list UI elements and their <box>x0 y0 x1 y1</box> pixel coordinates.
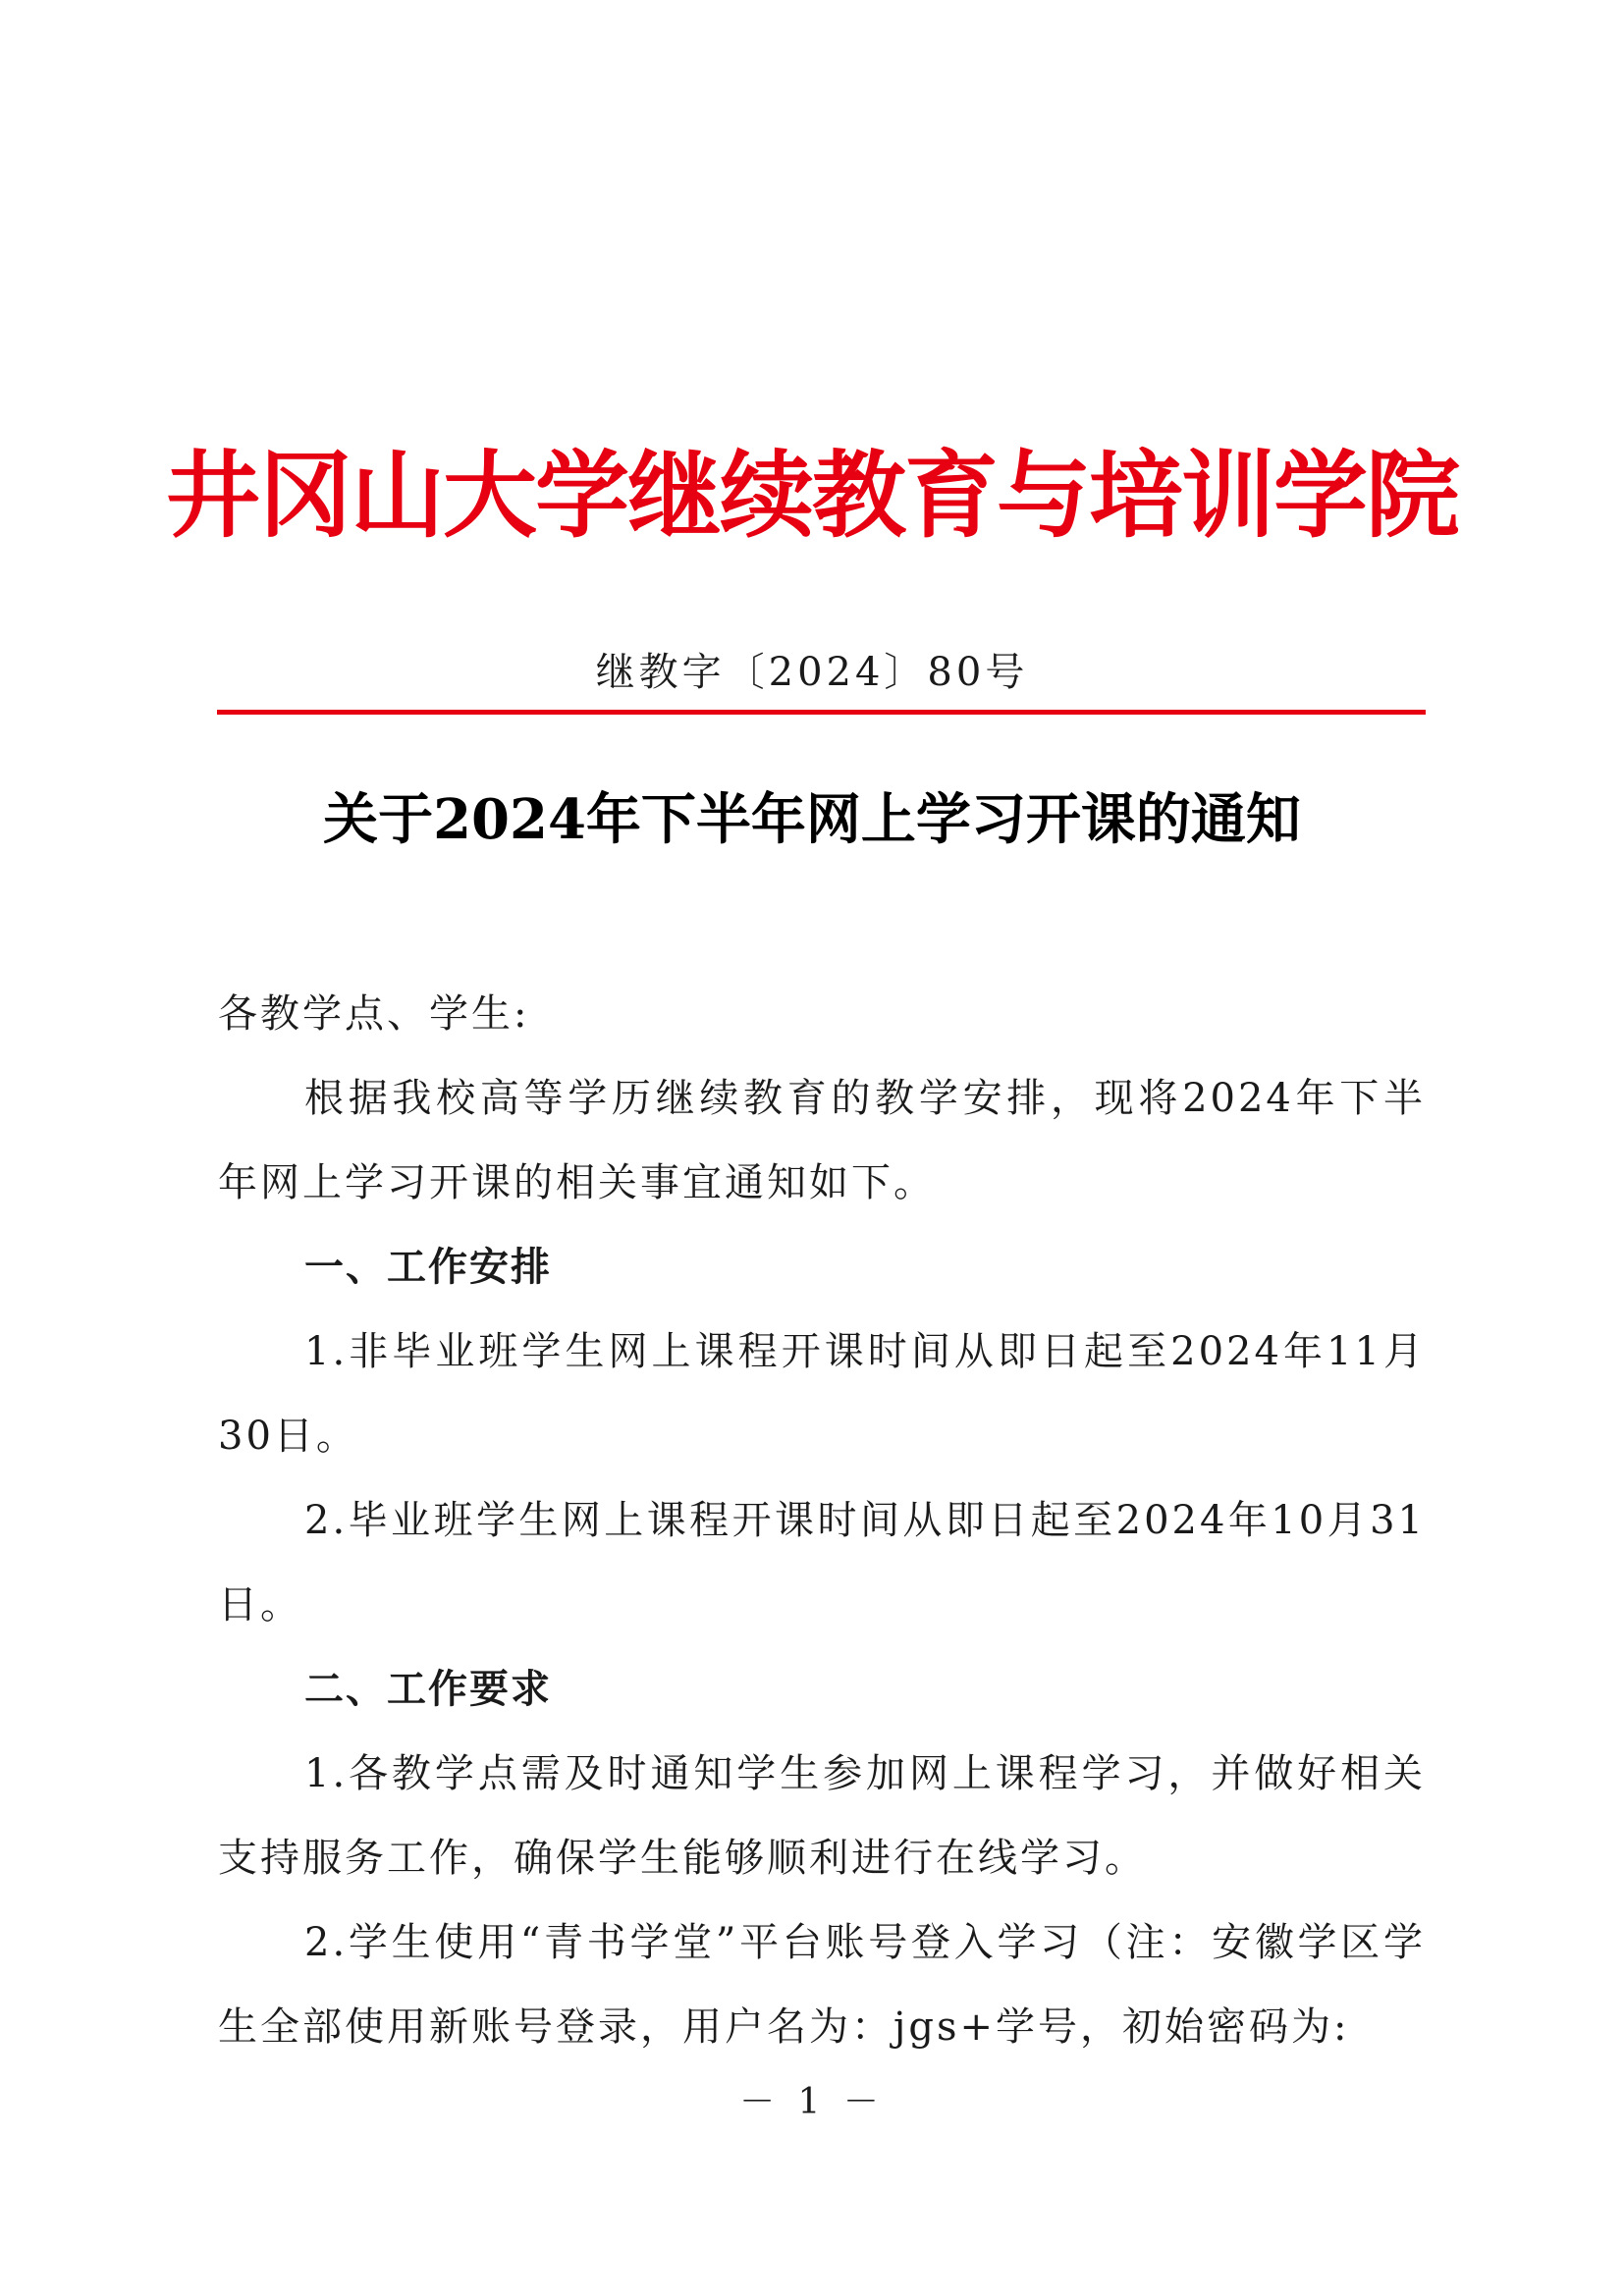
document-number: 继教字〔2024〕80号 <box>595 650 1029 695</box>
salutation: 各教学点、学生: <box>218 991 530 1037</box>
section-heading-work-arrangement: 一、工作安排 <box>304 1245 552 1290</box>
arrangement-item-1: 1.非毕业班学生网上课程开课时间从即日起至2024年11月30日。 <box>218 1329 1426 1459</box>
arrangement-item-2: 2.毕业班学生网上课程开课时间从即日起至2024年10月31日。 <box>218 1498 1426 1628</box>
page-number: － 1 － <box>739 2082 885 2122</box>
intro-paragraph: 根据我校高等学历继续教育的教学安排，现将2024年下半年网上学习开课的相关事宜通知如下。 <box>218 1076 1426 1205</box>
requirement-item-2: 2.学生使用“青书学堂”平台账号登入学习（注：安徽学区学生全部使用新账号登录，用户名为：jgs+学号，初始密码为: <box>218 1920 1426 2050</box>
section-heading-work-requirements: 二、工作要求 <box>304 1667 552 1712</box>
requirement-item-1: 1.各教学点需及时通知学生参加网上课程学习，并做好相关支持服务工作，确保学生能够顺利进行在线学习。 <box>218 1751 1426 1881</box>
red-divider-line <box>217 710 1426 715</box>
notice-title: 关于2024年下半年网上学习开课的通知 <box>323 787 1301 852</box>
institution-header: 井冈山大学继续教育与培训学院 <box>166 440 1458 551</box>
